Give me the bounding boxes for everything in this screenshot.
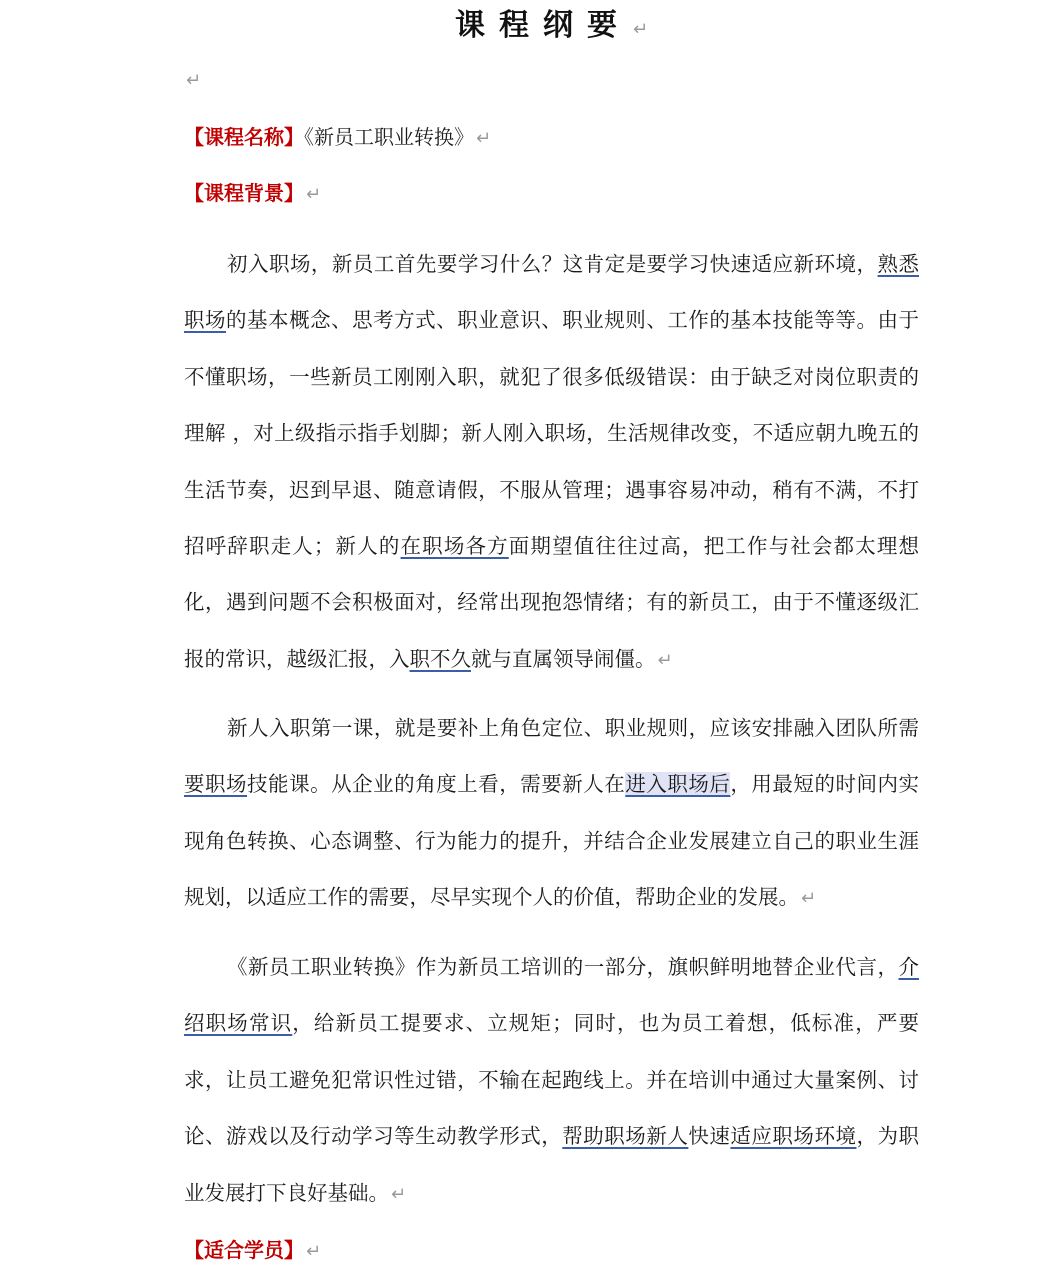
text-run: 快速 (688, 1124, 731, 1149)
underlined-text: 职不久 (409, 646, 471, 671)
underlined-text: 介绍职场常识 (184, 955, 919, 1036)
underlined-text: 在职场各方 (400, 534, 509, 559)
course-name-value: 《新员工职业转换》 (304, 125, 474, 149)
course-name-label: 【课程名称】 (184, 125, 304, 149)
text-run: ，为职业发展打下良好基础。 (184, 1124, 920, 1205)
text-run: ，给新员工提要求、立规矩；同时，也为员工着想，低标准，严要求，让员工避免犯常识性过错，不输在起跑线上。并在培训中通过大量案例、讨论、游戏以及行动学习等生动教学形式， (184, 1011, 920, 1149)
paragraph-mark-icon: ↵ (306, 1241, 322, 1262)
text-run: ，用最短的时间内实现角色转换、心态调整、行为能力的提升，并结合企业发展建立自己的职业生涯规划，以适应工作的需要，尽早实现个人的价值，帮助企业的发展。 (184, 772, 920, 910)
course-background-heading (184, 178, 321, 210)
text-run: 初入职场，新员工首先要学习什么？这肯定是要学习快速适应新环境， (227, 252, 878, 276)
background-paragraph-3 (184, 939, 919, 1223)
document-title-text: 课程纲要 (454, 8, 631, 43)
paragraph-mark-icon: ↵ (657, 649, 673, 671)
underlined-text: 熟悉职场 (184, 252, 919, 333)
empty-paragraph (184, 68, 201, 94)
text-run: 的基本概念、思考方式、职业意识、职业规则、工作的基本技能等等。由于不懂职场，一些新员工刚刚入职，就犯了很多低级错误：由于缺乏对岗位职责的理解 ，对上级指示指手划脚；新人刚入职场，生活规律改变，不适应朝九晚五的生活节奏，迟到早退、随意请假，不服从管理；遇事容易冲动，稍有不满，不打招呼辞职走人；新人的 (184, 308, 919, 559)
text-run: 技能课。从企业的角度上看，需要新人在 (247, 772, 626, 797)
background-paragraph-2 (184, 700, 919, 928)
paragraph-mark-icon: ↵ (801, 888, 817, 910)
paragraph-mark-icon: ↵ (632, 19, 649, 40)
background-paragraph-1 (184, 236, 919, 689)
paragraph-mark-icon: ↵ (476, 128, 492, 149)
highlighted-text: 进入职场后 (625, 772, 731, 797)
target-audience-heading (184, 1235, 321, 1267)
paragraph-mark-icon: ↵ (306, 184, 322, 205)
paragraph-mark-icon: ↵ (391, 1183, 407, 1205)
text-run: 《新员工职业转换》作为新员工培训的一部分，旗帜鲜明地替企业代言， (227, 955, 899, 979)
course-background-label: 【课程背景】 (184, 181, 304, 205)
text-run: 就与直属领导闹僵。 (471, 646, 656, 671)
target-audience-label: 【适合学员】 (184, 1238, 304, 1262)
course-name-line (184, 122, 491, 154)
text-run: 面期望值往往过高，把工作与社会都太理想化，遇到问题不会积极面对，经常出现抱怨情绪；有的新员工，由于不懂逐级汇报的常识，越级汇报，入 (184, 534, 920, 671)
text-run: 新人入职第一课，就是要补上角色定位、职业规则，应该安排融入团队所需 (227, 716, 919, 740)
paragraph-mark-icon: ↵ (186, 70, 202, 91)
underlined-text: 帮助职场新人 (562, 1124, 689, 1149)
underlined-text: 适应职场环境 (730, 1124, 857, 1149)
document-title (184, 6, 919, 50)
underlined-text: 要职场 (184, 772, 248, 797)
